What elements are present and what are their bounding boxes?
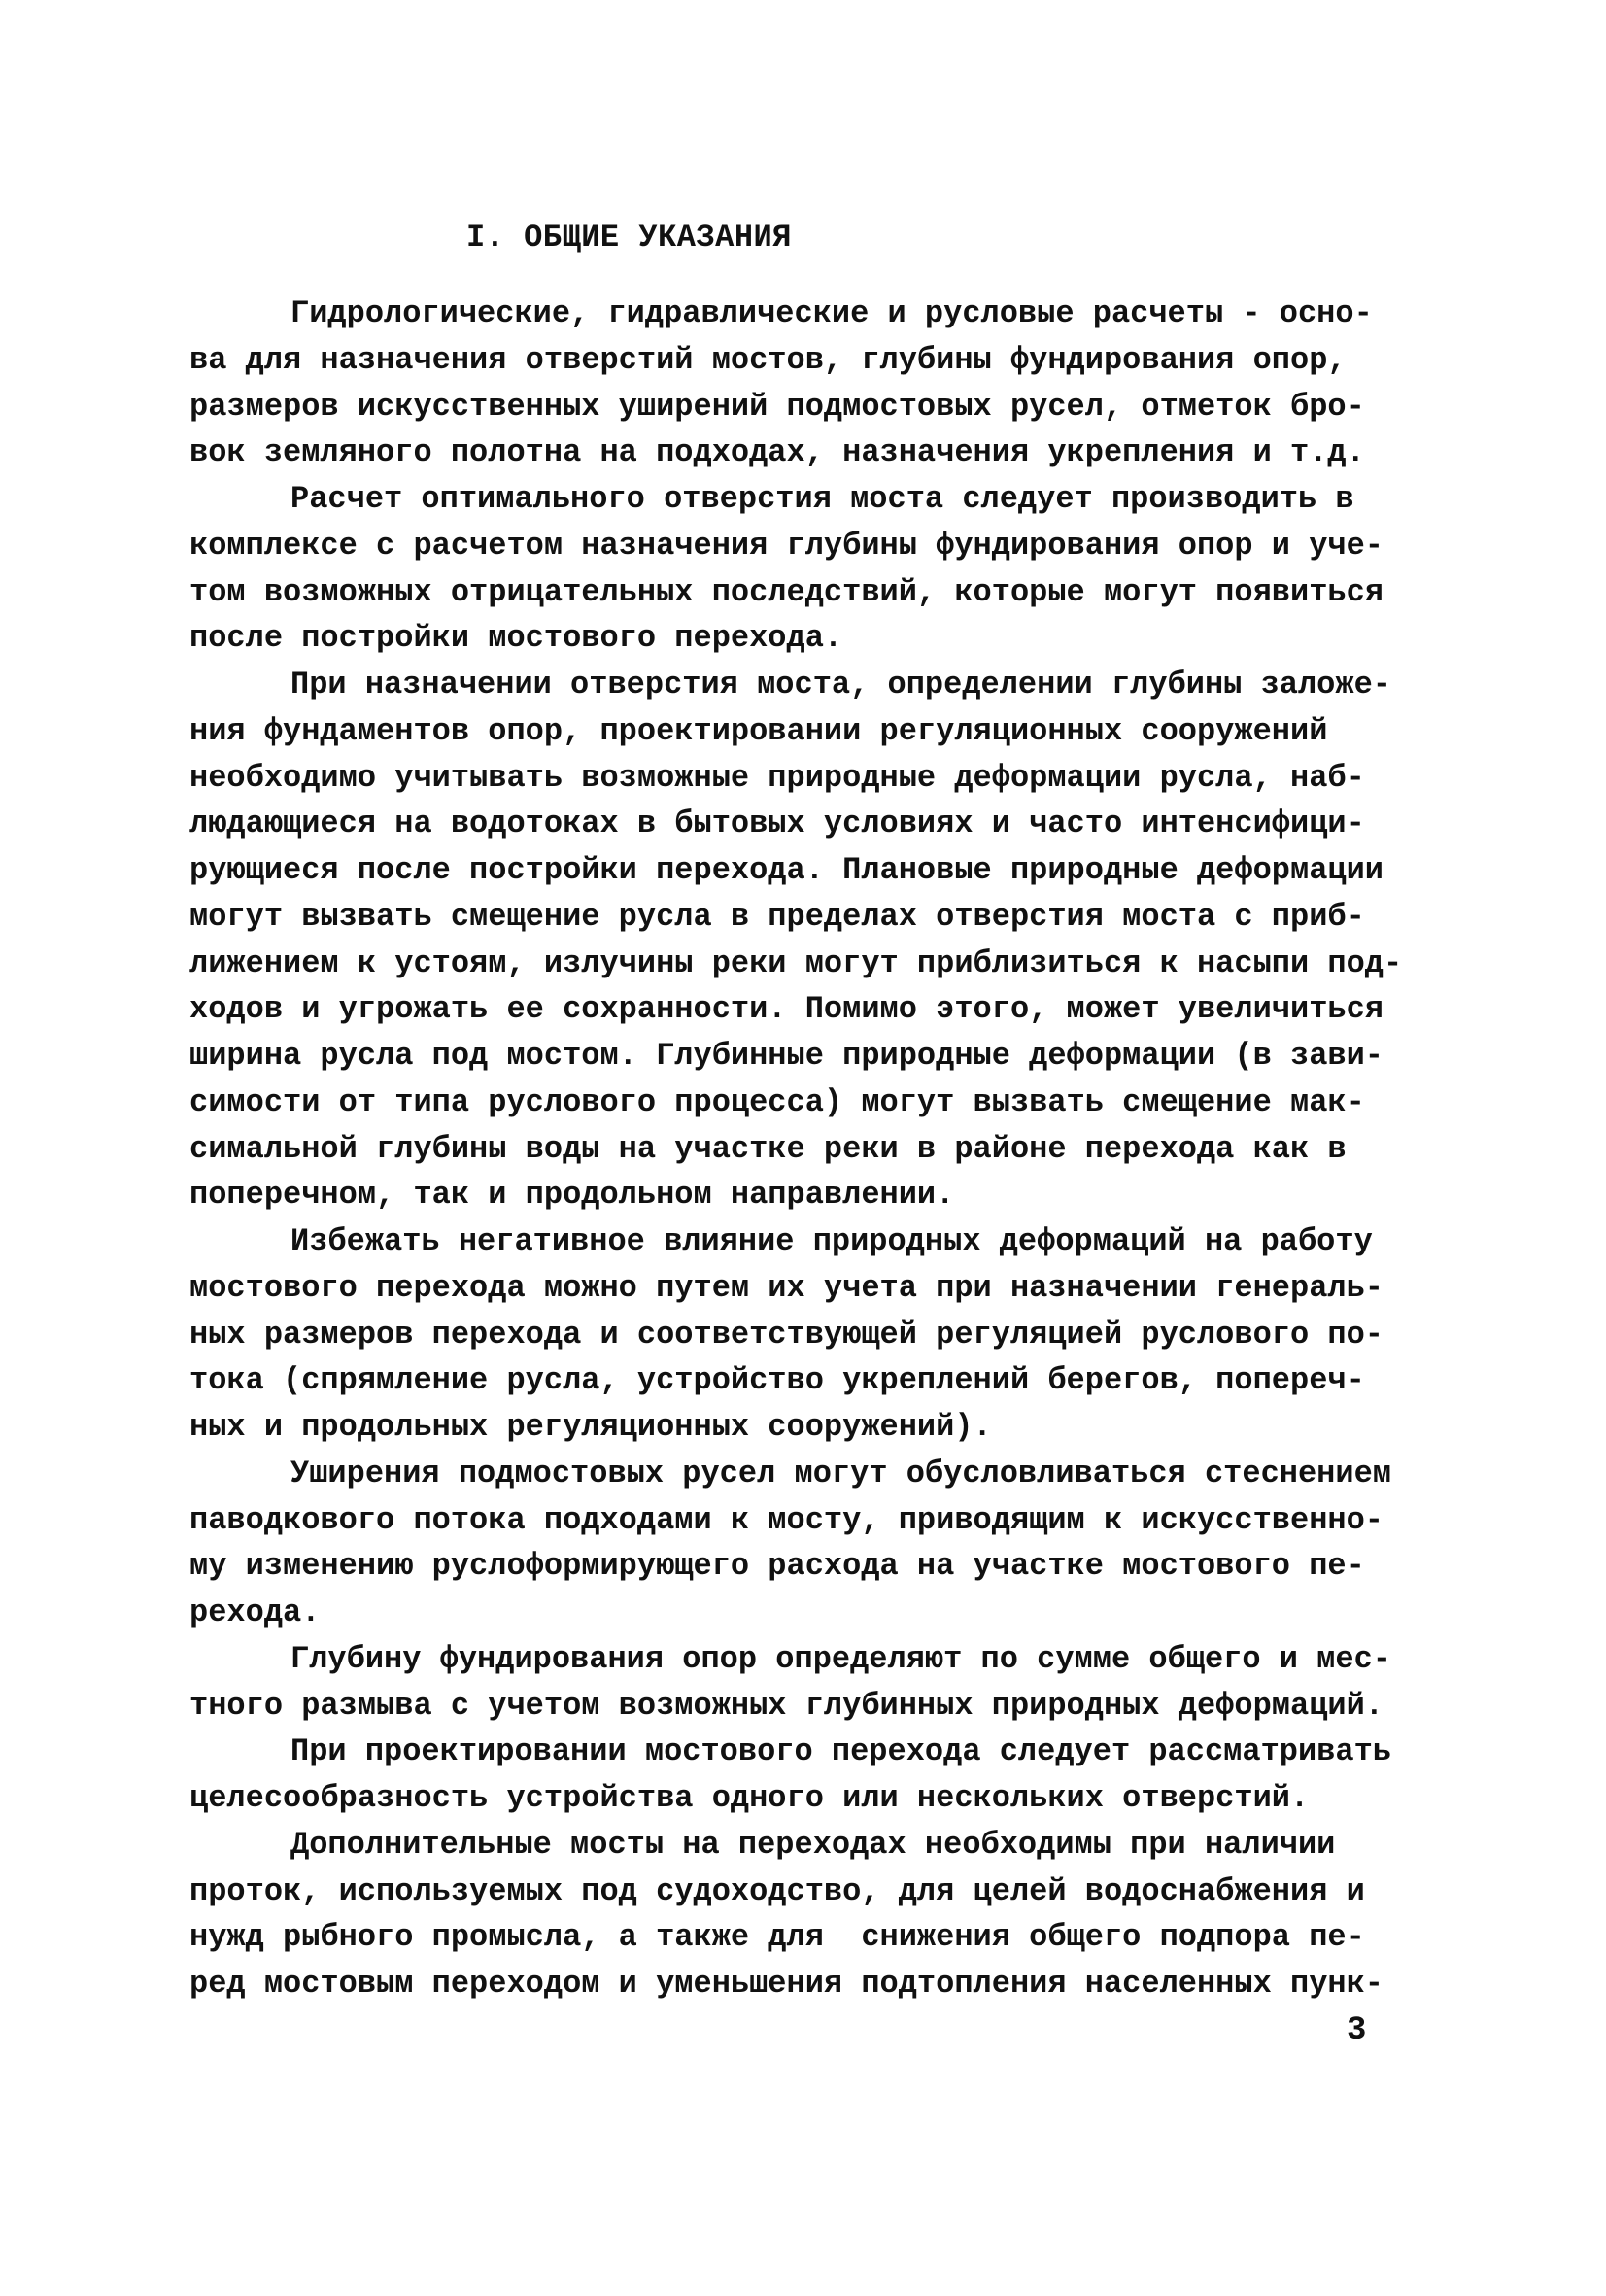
text-line: При проектировании мостового перехода следует рассматривать [290, 1733, 1391, 1770]
text-line: после постройки мостового перехода. [189, 620, 843, 657]
paragraph [189, 662, 1433, 1218]
section-title: I. ОБЩИЕ УКАЗАНИЯ [466, 220, 792, 256]
text-line: Избежать негативное влияние природных деформаций на работу [290, 1223, 1373, 1259]
text-line: вок земляного полотна на подходах, назначения укрепления и т.д. [189, 434, 1365, 471]
text-line: необходимо учитывать возможные природные деформации русла, наб- [189, 759, 1365, 796]
text-line: людающиеся на водотоках в бытовых условиях и часто интенсифици- [189, 805, 1365, 842]
text-line: Уширения подмостовых русел могут обусловливаться стеснением [290, 1455, 1391, 1491]
text-line: При назначении отверстия моста, определении глубины заложе- [290, 667, 1391, 703]
text-line: размеров искусственных уширений подмостовых русел, отметок бро- [189, 388, 1365, 425]
paragraph [189, 1729, 1433, 1822]
text-line: Дополнительные мосты на переходах необходимы при наличии [290, 1826, 1336, 1863]
paragraph [189, 1636, 1433, 1730]
text-line: рехода. [189, 1594, 321, 1630]
paragraph [189, 1218, 1433, 1451]
paragraph [189, 476, 1433, 662]
text-line: му изменению руслоформирующего расхода на участке мостового пе- [189, 1548, 1365, 1585]
text-line: том возможных отрицательных последствий, которые могут появиться [189, 573, 1384, 610]
text-line: нужд рыбного промысла, а также для снижения общего подпора пе- [189, 1919, 1365, 1956]
text-line: рующиеся после постройки перехода. Плановые природные деформации [189, 852, 1384, 888]
text-line: целесообразность устройства одного или нескольких отверстий. [189, 1780, 1310, 1816]
text-line: комплексе с расчетом назначения глубины фундирования опор и уче- [189, 527, 1384, 564]
text-line: симальной глубины воды на участке реки в районе перехода как в [189, 1130, 1347, 1167]
text-line: симости от типа руслового процесса) могут вызвать смещение мак- [189, 1083, 1365, 1120]
paragraph [189, 1822, 1433, 2007]
text-line: ва для назначения отверстий мостов, глубины фундирования опор, [189, 341, 1347, 378]
text-line: тного размыва с учетом возможных глубинных природных деформаций. [189, 1687, 1384, 1724]
text-line: ходов и угрожать ее сохранности. Помимо этого, может увеличиться [189, 991, 1384, 1028]
paragraph [189, 1451, 1433, 1636]
text-line: Расчет оптимального отверстия моста следует производить в [290, 481, 1354, 517]
text-line: проток, используемых под судоходство, для целей водоснабжения и [189, 1872, 1365, 1909]
text-line: лижением к устоям, излучины реки могут приблизиться к насыпи под- [189, 944, 1403, 981]
paragraph [189, 291, 1433, 476]
text-line: ния фундаментов опор, проектировании регуляционных сооружений [189, 712, 1328, 749]
text-line: ред мостовым переходом и уменьшения подтопления населенных пунк- [189, 1966, 1384, 2002]
text-line: тока (спрямление русла, устройство укреплений берегов, попереч- [189, 1362, 1365, 1399]
text-line: мостового перехода можно путем их учета при назначении генераль- [189, 1269, 1384, 1306]
text-line: ширина русла под мостом. Глубинные природные деформации (в зави- [189, 1038, 1384, 1074]
text-line: ных размеров перехода и соответствующей регуляцией руслового по- [189, 1316, 1384, 1353]
text-line: ных и продольных регуляционных сооружений). [189, 1409, 992, 1445]
body-text [189, 291, 1433, 2007]
text-line: Гидрологические, гидравлические и русловые расчеты - осно- [290, 295, 1373, 331]
text-line: Глубину фундирования опор определяют по сумме общего и мес- [290, 1640, 1391, 1677]
text-line: паводкового потока подходами к мосту, приводящим к искусственно- [189, 1501, 1384, 1538]
text-line: могут вызвать смещение русла в пределах отверстия моста с приб- [189, 898, 1365, 935]
text-line: поперечном, так и продольном направлении. [189, 1177, 955, 1214]
page-number: 3 [1347, 2012, 1367, 2049]
